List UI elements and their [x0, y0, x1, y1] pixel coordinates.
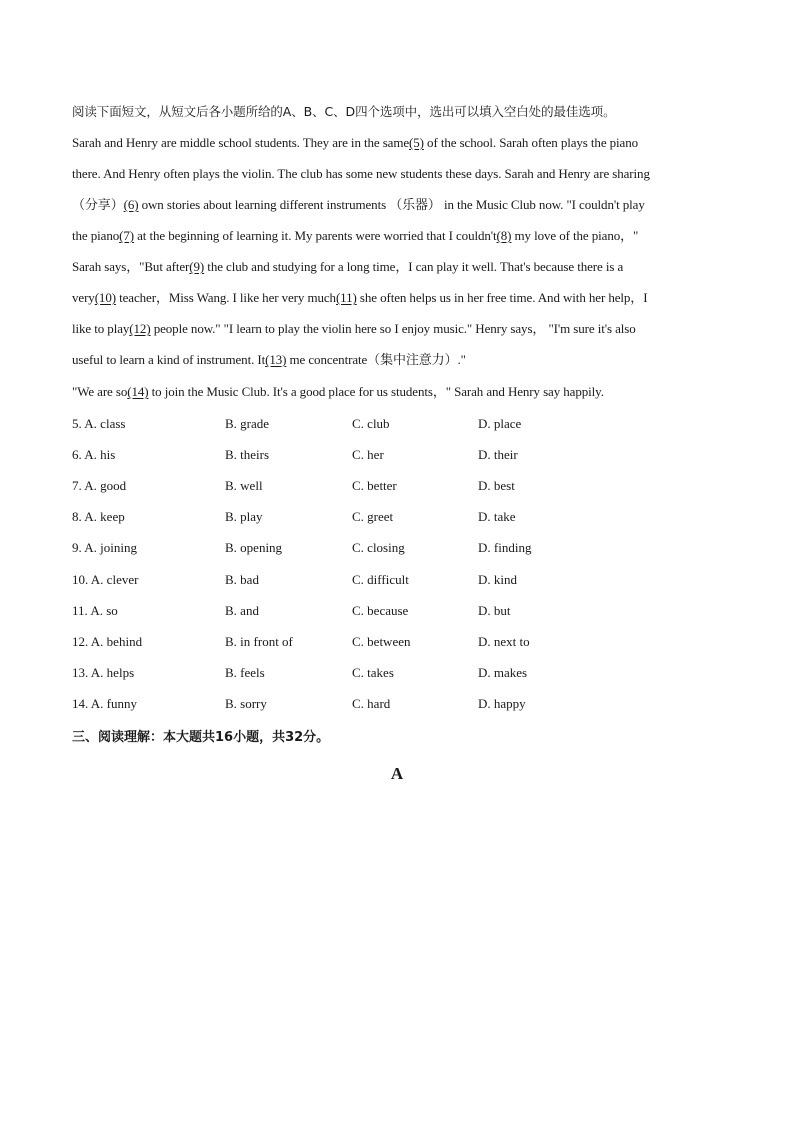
- option-c[interactable]: C. takes: [352, 664, 394, 680]
- passage-text: own stories about learning different instruments （乐器） in the Music Club now. "I couldn't play: [138, 197, 645, 212]
- option-d[interactable]: D. but: [478, 602, 511, 618]
- question-number: 7.: [72, 478, 82, 494]
- option-a[interactable]: [72, 447, 115, 463]
- passage-text: of the school. Sarah often plays the piano: [423, 135, 639, 150]
- option-a-text: A. so: [90, 602, 118, 618]
- option-d[interactable]: D. kind: [478, 571, 517, 587]
- option-b[interactable]: B. theirs: [225, 447, 270, 463]
- question-row: [72, 572, 732, 588]
- option-a-text: A. joining: [84, 540, 138, 556]
- passage-line: [72, 197, 712, 213]
- blank-number: (6): [123, 197, 139, 212]
- question-number: 13.: [72, 664, 89, 680]
- blank-number: (12): [129, 321, 151, 336]
- question-number: 9.: [72, 540, 82, 556]
- passage-text: the club and studying for a long time，I can play it well. That's because there is a: [204, 259, 624, 274]
- question-row: [72, 447, 732, 463]
- passage-text: teacher，Miss Wang. I like her very much: [115, 290, 336, 305]
- option-a-text: A. funny: [90, 695, 138, 711]
- passage-text: useful to learn a kind of instrument. It: [72, 352, 266, 367]
- blank-number: (9): [189, 259, 205, 274]
- option-c[interactable]: C. club: [352, 416, 390, 431]
- section-title: 三、阅读理解：本大题共16小题，共32分。: [72, 730, 330, 745]
- question-number: 8.: [72, 509, 82, 525]
- passage-line: [72, 228, 712, 244]
- option-d[interactable]: D. place: [478, 416, 522, 431]
- option-a[interactable]: [72, 665, 134, 681]
- option-d[interactable]: D. take: [478, 509, 516, 525]
- blank-number: (8): [496, 228, 512, 243]
- option-a[interactable]: [72, 416, 125, 432]
- passage-line: [72, 352, 712, 368]
- question-number: 6.: [72, 447, 82, 463]
- option-c[interactable]: C. because: [352, 602, 409, 618]
- passage-text: she often helps us in her free time. And with her help，I: [356, 290, 648, 305]
- passage-text: like to play: [72, 321, 130, 336]
- passage-line: [72, 290, 712, 306]
- option-a-text: A. good: [84, 478, 127, 494]
- passage-text: Sarah and Henry are middle school students. They are in the same: [72, 135, 410, 150]
- option-a[interactable]: [72, 478, 126, 494]
- option-a-text: A. behind: [90, 633, 143, 649]
- option-b[interactable]: B. sorry: [225, 695, 267, 711]
- option-d[interactable]: D. finding: [478, 540, 532, 556]
- option-d[interactable]: D. happy: [478, 695, 526, 711]
- option-c[interactable]: C. closing: [352, 540, 405, 556]
- option-a[interactable]: [72, 540, 137, 556]
- question-row: [72, 603, 732, 619]
- option-a-text: A. class: [84, 416, 126, 431]
- passage-line: [72, 384, 712, 400]
- option-c[interactable]: C. hard: [352, 695, 391, 711]
- question-number: 10.: [72, 571, 89, 587]
- option-b[interactable]: B. feels: [225, 664, 265, 680]
- option-a-text: A. his: [84, 447, 116, 463]
- option-a[interactable]: [72, 603, 118, 619]
- option-d[interactable]: D. makes: [478, 664, 528, 680]
- blank-number: (11): [335, 290, 357, 305]
- question-number: 14.: [72, 695, 89, 711]
- question-row: [72, 665, 732, 681]
- option-a[interactable]: [72, 572, 138, 588]
- question-row: [72, 696, 732, 712]
- passage-line: [72, 259, 712, 275]
- passage-text: to join the Music Club. It's a good place for us students，" Sarah and Henry say happily.: [148, 384, 604, 399]
- blank-number: (5): [409, 135, 424, 150]
- option-a[interactable]: [72, 634, 142, 650]
- option-b[interactable]: B. well: [225, 478, 263, 494]
- question-number: 11.: [72, 602, 88, 618]
- option-a-text: A. keep: [84, 509, 125, 525]
- question-row: [72, 540, 732, 556]
- instruction-text: 阅读下面短文，从短文后各小题所给的A、B、C、D四个选项中，选出可以填入空白处的最佳选项。: [72, 104, 616, 119]
- question-row: [72, 509, 732, 525]
- passage-line: [72, 166, 712, 182]
- passage-text: the piano: [72, 228, 120, 243]
- passage-text: "We are so: [72, 384, 128, 399]
- question-row: [72, 634, 732, 650]
- blank-number: (14): [127, 384, 149, 399]
- passage-line: [72, 135, 712, 151]
- option-a[interactable]: [72, 509, 125, 525]
- option-b[interactable]: B. bad: [225, 571, 259, 587]
- option-d[interactable]: D. their: [478, 447, 518, 463]
- option-c[interactable]: C. difficult: [352, 571, 409, 587]
- option-a-text: A. helps: [90, 664, 135, 680]
- passage-line: [72, 321, 712, 337]
- option-a[interactable]: [72, 696, 137, 712]
- option-c[interactable]: C. between: [352, 633, 411, 649]
- option-b[interactable]: B. in front of: [225, 633, 293, 649]
- passage-text: my love of the piano，": [511, 228, 639, 243]
- question-number: 12.: [72, 633, 89, 649]
- option-c[interactable]: C. her: [352, 447, 384, 463]
- passage-text: me concentrate（集中注意力）.": [286, 352, 466, 367]
- option-a-text: A. clever: [90, 571, 139, 587]
- question-row: [72, 416, 732, 432]
- option-b[interactable]: B. opening: [225, 540, 283, 556]
- option-c[interactable]: C. greet: [352, 509, 394, 525]
- passage-text: at the beginning of learning it. My parents were worried that I couldn't: [133, 228, 497, 243]
- blank-number: (10): [94, 290, 116, 305]
- passage-text: （分享）: [72, 197, 124, 212]
- question-number: 5.: [72, 416, 82, 431]
- passage-text: Sarah says，"But after: [72, 259, 190, 274]
- question-row: [72, 478, 732, 494]
- option-d[interactable]: D. next to: [478, 633, 530, 649]
- passage-text: very: [72, 290, 95, 305]
- option-c[interactable]: C. better: [352, 478, 397, 494]
- passage-text: there. And Henry often plays the violin. The club has some new students these days. Sarah and Henry are sharing: [72, 166, 650, 181]
- blank-number: (13): [265, 352, 287, 367]
- blank-number: (7): [119, 228, 134, 243]
- passage-text: people now." "I learn to play the violin here so I enjoy music." Henry says， "I'm sure it's also: [150, 321, 636, 336]
- option-d[interactable]: D. best: [478, 478, 515, 494]
- option-b[interactable]: B. and: [225, 602, 259, 618]
- option-b[interactable]: B. play: [225, 509, 263, 525]
- part-label: A: [390, 764, 404, 783]
- option-b[interactable]: B. grade: [225, 416, 270, 431]
